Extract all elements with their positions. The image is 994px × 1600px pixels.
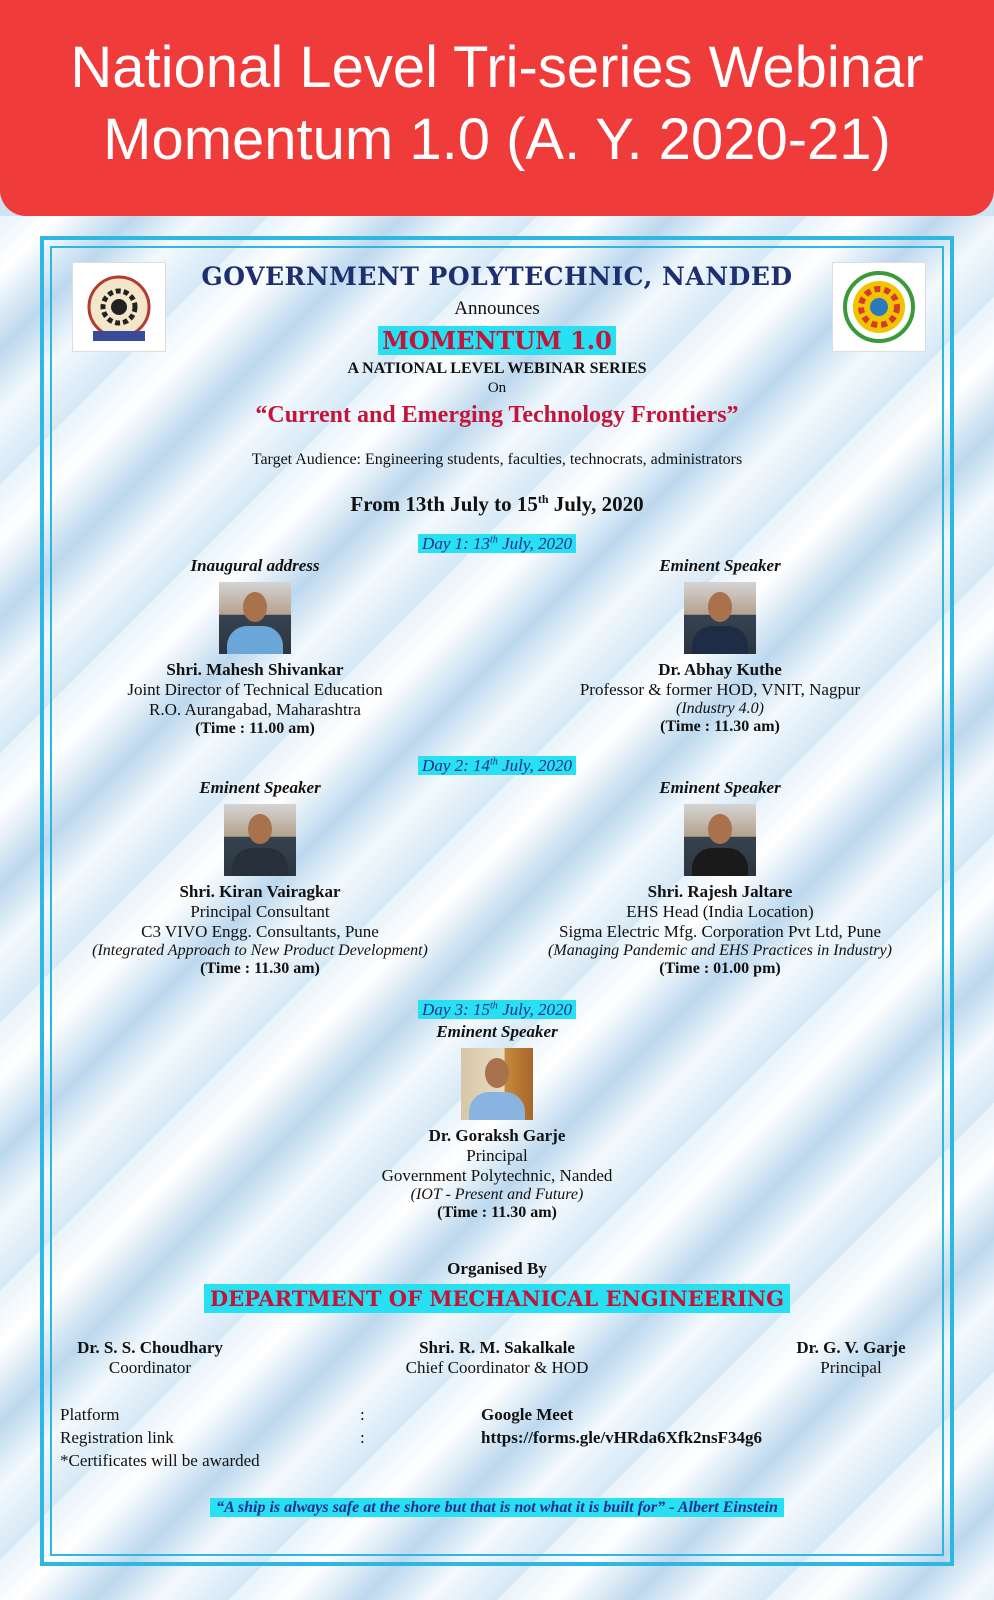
series-text: A NATIONAL LEVEL WEBINAR SERIES	[347, 360, 647, 377]
organiser-principal	[776, 1338, 926, 1378]
speaker-topic: (Integrated Approach to New Product Development)	[92, 942, 428, 959]
speaker-card-vairagkar	[60, 778, 460, 978]
day1-label-pre: Day 1: 13	[422, 534, 491, 553]
institute-name: GOVERNMENT POLYTECHNIC, NANDED	[201, 262, 793, 291]
on-text: On	[487, 380, 507, 396]
organiser-name: Dr. S. S. Choudhary	[77, 1338, 223, 1357]
day3-label-sup: th	[490, 1000, 498, 1012]
registration-label: Registration link	[60, 1428, 174, 1447]
platform-value: Google Meet	[481, 1405, 574, 1424]
speaker-role: Eminent Speaker	[436, 1022, 558, 1041]
speaker-time: (Time : 11.30 am)	[660, 718, 780, 735]
speaker-time: (Time : 11.00 am)	[195, 720, 315, 737]
speaker-organisation: C3 VIVO Engg. Consultants, Pune	[141, 922, 379, 941]
einstein-quote: “A ship is always safe at the shore but that is not what it is built for” - Albert Einstein	[210, 1498, 784, 1517]
dates-prefix: From 13th July to 15	[350, 492, 538, 516]
organised-by-label: Organised By	[447, 1259, 547, 1278]
event-title	[0, 326, 994, 355]
organiser-title: Chief Coordinator & HOD	[405, 1358, 589, 1377]
speaker-time: (Time : 11.30 am)	[437, 1204, 557, 1221]
speaker-photo	[684, 582, 756, 654]
day3-label-post: July, 2020	[497, 1000, 572, 1019]
day2-label	[0, 756, 994, 776]
speaker-organisation: Sigma Electric Mfg. Corporation Pvt Ltd, Pune	[558, 922, 881, 941]
speaker-role: Eminent Speaker	[659, 778, 781, 797]
platform-colon: :	[360, 1405, 365, 1424]
day1-label-text	[418, 534, 576, 553]
speaker-card-kuthe	[520, 556, 920, 736]
speaker-name: Shri. Rajesh Jaltare	[647, 882, 793, 901]
speaker-organisation: Government Polytechnic, Nanded	[381, 1166, 613, 1185]
speaker-photo	[461, 1048, 533, 1120]
speaker-card-jaltare	[510, 778, 930, 978]
speaker-designation: Professor & former HOD, VNIT, Nagpur	[579, 680, 861, 699]
dates-suffix: July, 2020	[548, 492, 644, 516]
event-dates	[0, 492, 994, 517]
speaker-time: (Time : 11.30 am)	[200, 960, 320, 977]
day2-label-pre: Day 2: 14	[422, 756, 491, 775]
speaker-card-shivankar	[60, 556, 450, 738]
certificates-note: *Certificates will be awarded	[60, 1451, 260, 1470]
announces-text: Announces	[454, 298, 540, 319]
speaker-topic: (IOT - Present and Future)	[410, 1186, 584, 1203]
speaker-name: Shri. Kiran Vairagkar	[179, 882, 341, 901]
event-name: MOMENTUM 1.0	[378, 326, 616, 355]
organiser-coordinator	[70, 1338, 230, 1378]
speaker-time: (Time : 01.00 pm)	[659, 960, 781, 977]
day3-label-pre: Day 3: 15	[422, 1000, 491, 1019]
organiser-name: Shri. R. M. Sakalkale	[419, 1338, 575, 1357]
speaker-topic: (Industry 4.0)	[676, 700, 764, 717]
speaker-photo	[224, 804, 296, 876]
speaker-name: Dr. Abhay Kuthe	[658, 660, 782, 679]
speaker-card-garje	[297, 1022, 697, 1222]
header-banner	[0, 0, 994, 216]
department-banner	[0, 1286, 994, 1311]
speaker-name: Dr. Goraksh Garje	[428, 1126, 566, 1145]
registration-link[interactable]: https://forms.gle/vHRda6Xfk2nsF34g6	[481, 1428, 762, 1447]
webinar-theme: “Current and Emerging Technology Frontiers”	[255, 402, 739, 428]
registration-colon: :	[360, 1428, 365, 1447]
speaker-role: Inaugural address	[190, 556, 320, 575]
speaker-designation: Principal	[466, 1146, 528, 1165]
organiser-title: Principal	[820, 1358, 882, 1377]
speaker-designation: Joint Director of Technical Education	[127, 680, 383, 699]
day2-label-post: July, 2020	[497, 756, 572, 775]
quote-banner	[0, 1499, 994, 1517]
department-name: DEPARTMENT OF MECHANICAL ENGINEERING	[204, 1284, 790, 1313]
banner-title-line1: National Level Tri-series Webinar	[70, 35, 924, 100]
speaker-role: Eminent Speaker	[659, 556, 781, 575]
speaker-role: Eminent Speaker	[199, 778, 321, 797]
day2-label-text	[418, 756, 576, 775]
speaker-photo	[219, 582, 291, 654]
day3-label	[0, 1000, 994, 1020]
speaker-photo	[684, 804, 756, 876]
day1-label-sup: th	[490, 534, 498, 546]
dates-sup: th	[537, 492, 549, 506]
organiser-chief-coordinator	[397, 1338, 597, 1378]
banner-title-line2: Momentum 1.0 (A. Y. 2020-21)	[103, 107, 891, 172]
speaker-topic: (Managing Pandemic and EHS Practices in Industry)	[548, 942, 892, 959]
target-audience: Target Audience: Engineering students, faculties, technocrats, administrators	[251, 451, 743, 468]
speaker-designation: EHS Head (India Location)	[626, 902, 814, 921]
day1-label	[0, 534, 994, 554]
day3-label-text	[418, 1000, 576, 1019]
platform-label: Platform	[60, 1405, 120, 1424]
speaker-location: R.O. Aurangabad, Maharashtra	[149, 700, 361, 719]
day1-label-post: July, 2020	[497, 534, 572, 553]
speaker-designation: Principal Consultant	[190, 902, 330, 921]
day2-label-sup: th	[490, 756, 498, 768]
organiser-title: Coordinator	[108, 1358, 192, 1377]
organiser-name: Dr. G. V. Garje	[796, 1338, 906, 1357]
speaker-name: Shri. Mahesh Shivankar	[166, 660, 344, 679]
